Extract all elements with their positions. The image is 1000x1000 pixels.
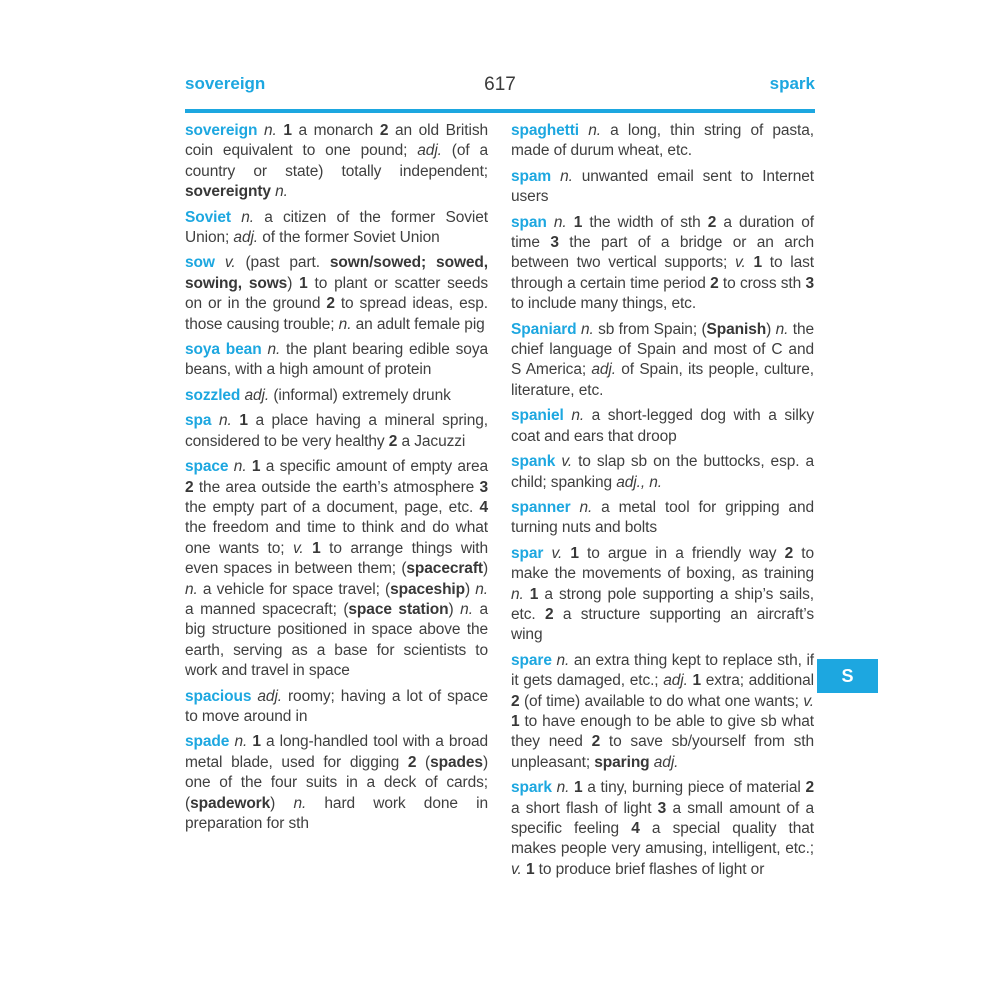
entry-text-run: a long-handled tool with a broad metal blade, used for digging [185,733,488,771]
entry-text-run: v. [734,254,746,272]
entry-text-run: 1 [511,712,520,730]
entry-text-run: a monarch [291,122,380,139]
entry-text-run: an old British coin equivalent to one pound; [185,122,488,160]
entry-text-run: adj. [591,361,616,379]
entry-text-run: spacecraft [406,560,483,578]
headword: sozzled [185,386,241,404]
entry-text-run: the freedom and time to think and do what one wants to; [185,519,488,557]
headword: spanner [511,498,571,516]
entry-text-run: v. [803,692,814,710]
entry-text-run: n. [219,412,232,430]
entry-text-run: n. [775,320,789,338]
entry-spade [185,732,488,834]
entry-text-run: v. [561,453,573,471]
entry-text-run: 1 [692,672,702,690]
entry-text-run: n. [234,733,248,751]
entry-text-run: a citizen of the former Soviet Union; [185,208,488,247]
entry-text-run: ) [448,600,461,618]
entry-text-run [579,122,588,139]
entry-span [511,213,814,315]
entry-text-run: n. [588,122,601,139]
section-tab-letter: S [841,665,854,686]
entry-text-run: n. [185,580,198,598]
entry-text-run [257,122,264,139]
entry-spaniard [511,320,814,402]
entry-text-run: n. [293,794,307,812]
entry-text-run: n. [580,320,594,338]
entry-text-run: v. [551,544,563,562]
guide-word-left: sovereign [185,74,266,93]
entry-soya-bean [185,340,488,381]
entry-text-run: ) [270,794,294,812]
entry-text-run: unwanted email sent to Internet users [511,167,814,206]
headword: span [511,213,547,231]
entry-text-run: 1 [525,860,535,878]
entry-text-run: to argue in a friendly way [578,544,785,562]
entry-text-run: 1 [251,458,261,476]
entry-text-run: to plant or scatter seeds on or in the ground [185,274,488,313]
entry-text-run: roomy; having a lot of space to move around in [185,687,488,725]
entry-text-run: v. [511,860,522,878]
entry-text-run: a special quality that makes people very amusing, intelligent, etc.; [511,820,814,858]
entry-text-run: ) [482,560,488,578]
entry-text-run [231,209,241,226]
entry-text-run: space station [348,600,449,618]
entry-text-run: 2 [388,432,398,450]
entry-sow [185,253,488,335]
entry-text-run: adj. [653,753,679,771]
entry-text-run: spadework [190,794,271,812]
entry-text-run [547,214,554,231]
headword: spa [185,412,212,430]
headword: space [185,458,229,476]
entry-text-run: the chief language of Spain and most of C and S America; [511,320,814,379]
entry-text-run: 4 [631,820,640,837]
entry-spanner [511,498,814,539]
entry-text-run: a structure supporting an aircraft’s wing [511,605,814,644]
entry-text-run: the part of a bridge or an arch between two vertical supports; [511,234,814,272]
headword: spare [511,651,552,669]
entry-text-run: n. [275,183,288,201]
entry-text-run: n. [560,167,573,185]
entry-text-run: adj., n. [616,473,662,491]
entry-text-run: n. [579,498,593,516]
headword: spacious [185,687,252,705]
entry-text-run: 4 [479,498,488,516]
entry-text-run: 1 [252,733,261,751]
entry-text-run: adj. [233,229,259,247]
entry-spark [511,778,814,880]
entry-text-run: 2 [784,544,794,562]
entry-spacious [185,687,488,728]
entry-text-run: ) one of the four suits in a deck of cards; ( [185,753,488,812]
entry-text-run: adj. [257,687,282,705]
guide-word-right: spark [769,74,815,93]
headword: soya bean [185,341,262,359]
entry-text-run: n. [460,600,473,618]
entry-spam [511,167,814,208]
entry-text-run: 2 [805,779,814,797]
entry-text-run: 1 [529,585,539,603]
entry-text-run: to spread ideas, esp. those causing trouble; [185,295,488,333]
entry-text-run: v. [224,254,236,272]
entry-text-run: 1 [239,412,248,430]
entry-text-run: to produce brief flashes of light or [534,860,765,878]
entry-text-run: a metal tool for gripping and turning nuts and bolts [511,498,814,537]
right-column [511,121,814,885]
entry-text-run: a place having a mineral spring, considered to be very healthy [185,412,488,450]
entry-text-run: an adult female pig [351,315,485,333]
entry-text-run: a long, thin string of pasta, made of durum wheat, etc. [511,122,814,160]
entry-text-run [211,412,219,429]
headword: spar [511,544,544,562]
entry-text-run: to have enough to be able to give sb what they need [511,712,814,751]
entry-text-run: 3 [805,274,814,292]
entry-text-run: a specific amount of empty area [260,458,488,476]
entry-text-run: 2 [326,295,335,313]
entry-text-run: ( [416,753,431,771]
entry-text-run [543,545,551,562]
entry-spa [185,411,488,452]
entry-text-run: (past part. [235,254,330,272]
entry-text-run: 3 [550,234,559,252]
entry-text-run: 1 [283,122,292,139]
entry-text-run: to cross sth [718,274,806,292]
entry-text-run: (of time) available to do what one wants; [519,692,804,710]
entry-text-run: hard work done in preparation for sth [185,794,488,832]
entry-text-run: adj. [417,142,442,160]
entry-text-run: 2 [511,692,520,710]
entry-text-run: 1 [299,274,308,292]
entry-text-run: 2 [379,122,389,139]
entry-text-run: to save sb/yourself from sth unpleasant; [511,733,814,771]
entry-text-run: a tiny, burning piece of material [582,779,806,797]
entry-text-run: a big structure positioned in space above the earth, serving as a base for scientists to work and travel in space [185,600,488,680]
entry-text-run: to slap sb on the buttocks, esp. a child; spanking [511,453,814,491]
entry-text-run: (informal) extremely drunk [269,386,451,404]
entry-text-run: sparing [594,753,650,771]
entry-text-run: adj. [244,386,270,404]
entry-text-run: v. [292,539,304,557]
entry-spaniel [511,406,814,447]
entry-text-run: a Jacuzzi [397,432,466,450]
headword: spark [511,779,552,797]
entry-text-run: n. [267,341,281,359]
entry-text-run: n. [338,315,352,333]
entry-columns [185,121,815,885]
entry-text-run: ) [465,580,476,598]
entry-spar [511,544,814,646]
entry-text-run: 1 [312,539,321,557]
entry-text-run: the area outside the earth’s atmosphere [193,478,480,496]
entry-text-run: ) [287,274,300,292]
entry-text-run: spaceship [390,580,466,598]
entry-text-run: n. [241,208,254,226]
entry-text-run: of the former Soviet Union [258,229,440,247]
entry-text-run: 2 [544,605,554,623]
page-number: 617 [484,74,516,95]
entry-text-run: (of a country or state) totally independent; [185,142,488,180]
headword: spank [511,453,556,471]
entry-text-run: 2 [710,274,719,292]
headword: spaghetti [511,122,579,139]
headword: Spaniard [511,320,577,338]
entry-text-run: the width of sth [582,213,708,231]
entry-text-run: a manned spacecraft; ( [185,600,349,618]
entry-spare [511,651,814,773]
entry-text-run: 3 [657,799,667,817]
entry-text-run: a small amount of a specific feeling [511,799,814,837]
entry-text-run: spades [430,753,483,771]
entry-text-run: Spanish [706,320,767,338]
entry-text-run: sovereignty [185,183,271,201]
entry-text-run: n. [556,651,570,669]
entry-text-run: of Spain, its people, culture, literature, etc. [511,361,814,399]
entry-spaghetti [511,121,814,162]
entry-spank [511,452,814,493]
entry-text-run [571,499,580,516]
entry-text-run: 2 [591,733,601,751]
entry-text-run: 1 [573,213,583,231]
entry-text-run: sb from Spain; ( [593,320,707,338]
entry-text-run: a short-legged dog with a silky coat and ears that droop [511,407,815,445]
entry-text-run: to arrange things with even spaces in between them; ( [185,539,488,578]
entry-text-run: a short flash of light [511,799,658,817]
entry-text-run: 3 [479,478,488,496]
entry-text-run: extra; additional [701,672,815,690]
entry-text-run [215,254,225,271]
page-header [185,74,815,100]
headword: spaniel [511,407,564,425]
entry-text-run: to include many things, etc. [511,295,697,313]
headword: sow [185,254,215,272]
section-tab [817,659,878,693]
entry-text-run: to make the movements of boxing, as training [511,544,814,583]
entry-text-run [567,214,574,231]
entry-text-run: n. [475,580,488,598]
entry-text-run: n. [556,779,570,797]
entry-soviet [185,208,488,249]
dictionary-page [185,74,815,885]
entry-text-run: to last through a certain time period [511,254,814,292]
entry-text-run: a duration of time [511,213,814,252]
entry-text-run: 2 [707,213,717,231]
left-column [185,121,488,885]
entry-text-run: sown/sowed; sowed, sowing, sows [185,254,488,292]
entry-text-run: the plant bearing edible soya beans, with a high amount of protein [185,341,488,379]
entry-space [185,457,488,681]
entry-text-run: a strong pole supporting a ship’s sails, etc. [511,585,814,623]
entry-text-run: n. [263,122,277,139]
entry-text-run: n. [553,213,567,231]
headword: sovereign [185,122,258,139]
headword: Soviet [185,208,231,226]
entry-text-run: n. [233,458,247,476]
entry-text-run: ) [766,320,776,338]
entry-text-run: 2 [185,478,194,496]
entry-text-run: an extra thing kept to replace sth, if it gets damaged, etc.; [511,651,814,690]
entry-text-run: 1 [753,254,762,272]
entry-text-run [304,540,312,557]
entry-text-run: 1 [570,544,579,562]
entry-text-run: 1 [574,779,583,797]
entry-text-run [551,168,560,185]
entry-sovereign [185,121,488,203]
entry-text-run: adj. [663,672,688,690]
entry-text-run: the empty part of a document, page, etc. [185,498,480,516]
entry-text-run: 2 [407,753,417,771]
entry-text-run: n. [511,585,524,603]
header-rule [185,109,815,113]
entry-sozzled [185,386,488,406]
headword: spade [185,733,230,751]
entry-text-run: a vehicle for space travel; ( [197,580,391,598]
entry-text-run: n. [571,407,585,425]
headword: spam [511,167,552,185]
